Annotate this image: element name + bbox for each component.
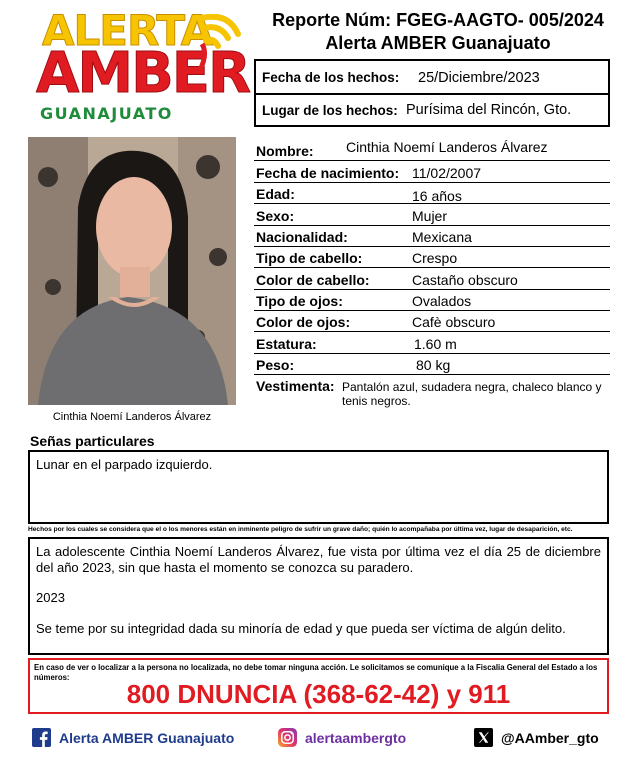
report-title: Alerta AMBER Guanajuato — [325, 33, 551, 53]
nombre-label: Nombre: — [256, 143, 314, 159]
x-twitter-icon — [474, 728, 493, 747]
instagram-icon — [278, 728, 297, 747]
estatura-label: Estatura: — [256, 336, 317, 352]
color-cabello-value: Castaño obscuro — [412, 272, 518, 288]
report-number: Reporte Núm: FGEG-AAGTO- 005/2024 — [272, 10, 604, 30]
row-nombre — [254, 140, 610, 161]
person-photo-illustration — [28, 137, 236, 405]
sexo-value: Mujer — [412, 208, 448, 224]
logo-amber-text: AMBER — [36, 41, 250, 106]
estatura-value: 1.60 m — [414, 336, 457, 352]
color-ojos-value: Cafè obscuro — [412, 314, 496, 330]
nacionalidad-value: Mexicana — [412, 229, 472, 245]
narrative-paragraph-3: Se teme por su integridad dada su minoría de edad y que pueda ser víctima de algún delito. — [36, 620, 566, 636]
edad-value: 16 años — [412, 188, 462, 204]
narrative-paragraph-2: 2023 — [36, 590, 65, 606]
vestimenta-value: Pantalón azul, sudadera negra, chaleco blanco y tenis negros. — [342, 380, 602, 408]
vestimenta-label: Vestimenta: — [256, 378, 335, 394]
senas-text: Lunar en el parpado izquierdo. — [36, 457, 213, 472]
facebook-icon — [32, 728, 51, 747]
senas-title: Señas particulares — [30, 433, 155, 449]
date-value: 25/Diciembre/2023 — [418, 70, 540, 86]
peso-value: 80 kg — [416, 357, 451, 373]
row-color-cabello — [254, 268, 610, 290]
contact-instructions: En caso de ver o localizar a la persona no localizada, no debe tomar ninguna acción. Le solicitamos se comunique a la Fiscalia General del Estado a los números: — [34, 663, 598, 682]
tipo-ojos-label: Tipo de ojos: — [256, 293, 343, 309]
instagram-handle[interactable]: alertaambergto — [305, 729, 407, 746]
tipo-cabello-value: Crespo — [412, 250, 458, 266]
sexo-label: Sexo: — [256, 208, 295, 224]
row-color-ojos — [254, 311, 610, 332]
row-edad — [254, 183, 610, 204]
nacionalidad-label: Nacionalidad: — [256, 229, 348, 245]
row-nacionalidad — [254, 226, 610, 247]
date-label: Fecha de los hechos: — [262, 70, 400, 85]
logo-alerta-text: ALERTA — [42, 6, 213, 55]
hechos-note: Hechos por los cuales se considera que el o los menores están en inminente peligro de sufrir un grave daño; quién lo acompañaba por última vez, lugar de desaparición, etc. — [28, 526, 573, 533]
row-estatura — [254, 332, 610, 354]
contact-phone[interactable]: 800 DNUNCIA (368-62-42) y 911 — [126, 679, 511, 709]
fecha-nacimiento-label: Fecha de nacimiento: — [256, 165, 400, 181]
facts-divider — [256, 93, 608, 95]
row-fecha-nacimiento — [254, 161, 610, 183]
color-ojos-label: Color de ojos: — [256, 314, 351, 330]
row-peso — [254, 354, 610, 375]
narrative-box — [28, 537, 609, 655]
social-x[interactable] — [474, 728, 599, 747]
contact-box — [28, 658, 609, 714]
social-instagram[interactable] — [278, 728, 406, 747]
photo-caption: Cinthia Noemí Landeros Álvarez — [52, 411, 212, 423]
peso-label: Peso: — [256, 357, 295, 373]
missing-person-photo — [28, 137, 236, 405]
facts-box — [254, 59, 610, 127]
nombre-value: Cinthia Noemí Landeros Álvarez — [346, 139, 548, 155]
alerta-amber-logo — [20, 6, 250, 128]
place-value: Purísima del Rincón, Gto. — [406, 102, 572, 118]
row-tipo-ojos — [254, 290, 610, 311]
row-tipo-cabello — [254, 247, 610, 268]
color-cabello-label: Color de cabello: — [256, 272, 370, 288]
tipo-cabello-label: Tipo de cabello: — [256, 250, 363, 266]
logo-state-text: GUANAJUATO — [40, 104, 173, 123]
senas-box — [28, 450, 609, 524]
edad-label: Edad: — [256, 186, 295, 202]
row-sexo — [254, 204, 610, 226]
social-facebook[interactable] — [32, 728, 234, 747]
tipo-ojos-value: Ovalados — [412, 293, 472, 309]
place-label: Lugar de los hechos: — [262, 103, 398, 118]
x-handle[interactable]: @AAmber_gto — [501, 729, 599, 746]
broadcast-waves-icon — [198, 14, 242, 72]
fecha-nacimiento-value: 11/02/2007 — [412, 165, 482, 181]
facebook-handle[interactable]: Alerta AMBER Guanajuato — [59, 729, 235, 746]
narrative-paragraph-1: La adolescente Cinthia Noemí Landeros Álvarez, fue vista por última vez el día 25 de diciembre del año 2023, sin que hasta el momento se conozca su paradero. — [36, 544, 601, 575]
